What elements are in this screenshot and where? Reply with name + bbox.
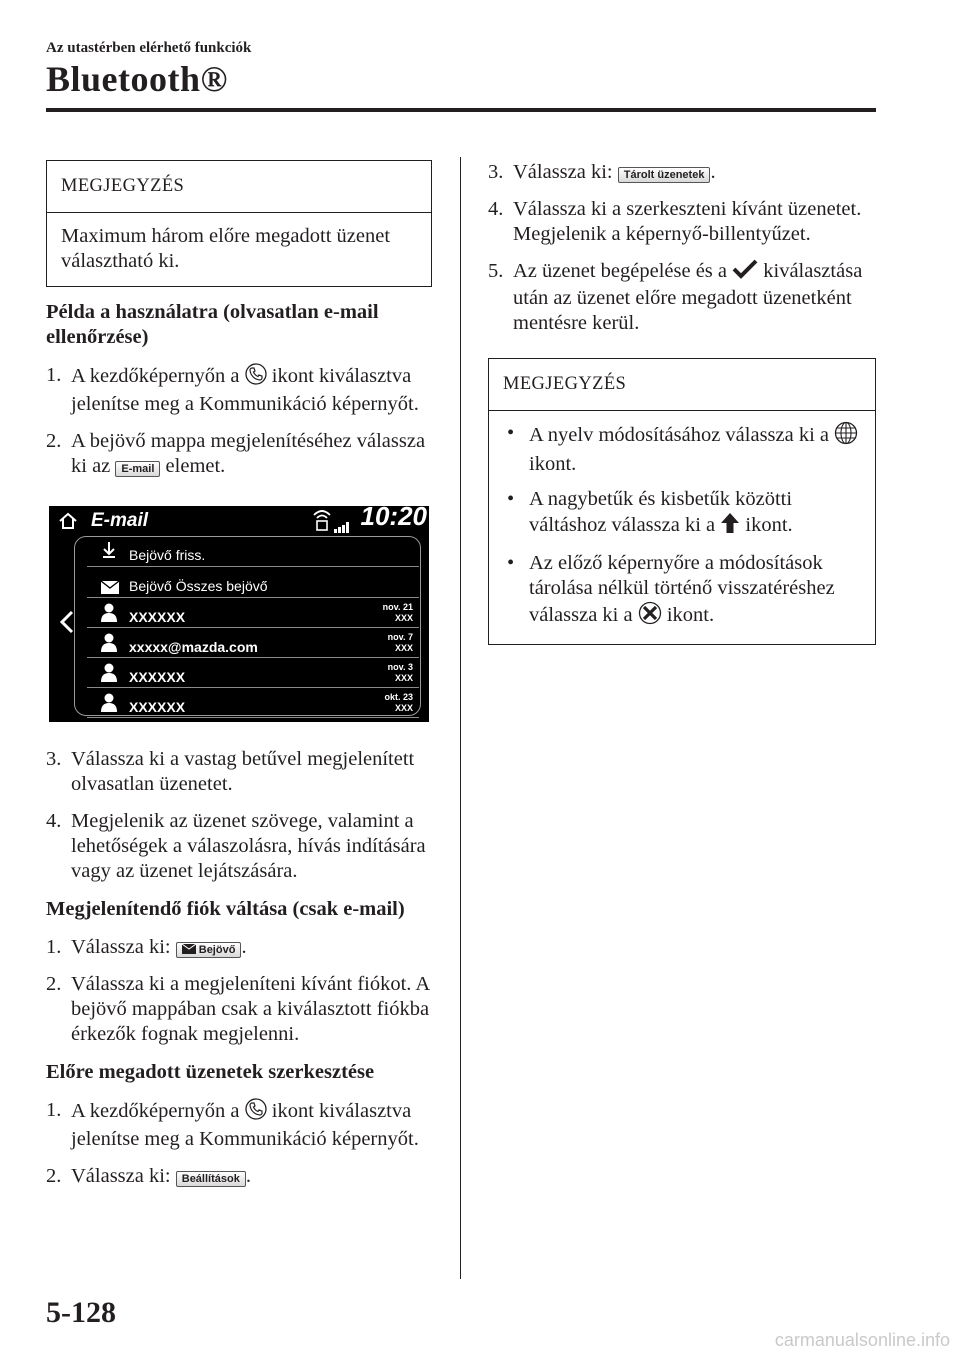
folder-row[interactable] xyxy=(87,536,419,567)
inbox-button[interactable]: Bejövő xyxy=(176,942,242,958)
step-text: Válassza ki a szerkeszteni kívánt üzenetet. Megjelenik a képernyő-billentyűzet. xyxy=(513,198,862,245)
step-number: 5. xyxy=(488,260,504,282)
phone-icon xyxy=(245,363,267,392)
bullet-dot: • xyxy=(507,552,515,574)
back-arrow-icon[interactable] xyxy=(60,610,74,640)
message-date: nov. 3 XXX xyxy=(387,662,413,683)
step-text: A kezdőképernyőn a xyxy=(71,1100,240,1123)
message-date: nov. 21 XXX xyxy=(382,602,413,623)
note-box xyxy=(488,358,876,645)
step-number: 4. xyxy=(46,810,62,832)
step xyxy=(46,747,432,797)
message-date: nov. 7 XXX xyxy=(387,632,413,653)
clock: 10:20 xyxy=(360,506,427,531)
bullet-dot: • xyxy=(507,488,515,510)
folder-row[interactable] xyxy=(87,567,419,598)
phone-icon xyxy=(245,1098,267,1127)
note-bullet xyxy=(503,551,861,632)
person-icon xyxy=(101,602,117,628)
breadcrumb: Az utastérben elérhető funkciók xyxy=(46,40,252,56)
message-sender: xxxxx@mazda.com xyxy=(129,639,258,655)
step xyxy=(46,429,432,479)
page-number: 5-128 xyxy=(46,1296,116,1329)
section-heading: Előre megadott üzenetek szerkesztése xyxy=(46,1061,375,1083)
step-text: . xyxy=(245,1165,251,1187)
step-number: 3. xyxy=(488,161,504,183)
right-column xyxy=(488,160,876,645)
step xyxy=(46,1098,432,1152)
message-row[interactable] xyxy=(87,658,419,688)
note-heading: MEGJEGYZÉS xyxy=(47,161,431,213)
step xyxy=(46,972,432,1047)
section-heading: Megjelenítendő fiók váltása (csak e-mail) xyxy=(46,898,405,920)
step-text: Az üzenet begépelése és a xyxy=(513,260,727,283)
download-icon xyxy=(101,540,117,565)
message-row[interactable] xyxy=(87,598,419,628)
bullet-text: ikont. xyxy=(666,604,715,627)
cancel-icon xyxy=(638,601,662,632)
step xyxy=(46,1164,432,1189)
step-number: 1. xyxy=(46,364,62,386)
settings-button[interactable]: Beállítások xyxy=(176,1171,246,1187)
bullet-dot: • xyxy=(507,422,515,444)
step xyxy=(488,197,876,247)
step-text: Megjelenik az üzenet szövege, valamint a lehetőségek a válaszolásra, hívás indítására vagy az üzenet lejátszására. xyxy=(71,810,426,882)
left-column xyxy=(46,160,432,1201)
bullet-text: ikont. xyxy=(529,453,577,475)
title-rule xyxy=(46,108,876,112)
note-body xyxy=(489,411,875,644)
step-text: kiválasztása után az üzenet előre megadott üzenetként mentésre kerül. xyxy=(513,260,863,334)
message-date: okt. 23 XXX xyxy=(384,692,413,713)
message-sender: XXXXXX xyxy=(129,699,186,715)
screen-title: E-mail xyxy=(91,510,149,531)
step-text: . xyxy=(241,936,247,958)
globe-icon xyxy=(834,421,858,452)
step xyxy=(46,363,432,417)
step xyxy=(488,160,876,185)
step-number: 2. xyxy=(46,1165,62,1187)
step-text: Válassza ki: xyxy=(513,161,613,183)
email-screen xyxy=(49,506,429,722)
step-number: 3. xyxy=(46,748,62,770)
step-text: A kezdőképernyőn a xyxy=(71,365,240,388)
step-text: . xyxy=(710,161,716,183)
column-divider xyxy=(460,157,461,1279)
bullet-text: A nagybetűk és kisbetűk közötti váltáshoz válassza ki a xyxy=(529,488,793,537)
person-icon xyxy=(101,662,117,688)
step-number: 2. xyxy=(46,973,62,995)
step-number: 4. xyxy=(488,198,504,220)
step-number: 1. xyxy=(46,1099,62,1121)
section-heading: Példa a használatra (olvasatlan e-mail ellenőrzése) xyxy=(46,301,379,348)
step-text: Válassza ki a vastag betűvel megjelenített olvasatlan üzenetet. xyxy=(71,748,415,795)
message-sender: XXXXXX xyxy=(129,609,186,625)
message-sender: XXXXXX xyxy=(129,669,186,685)
folder-label: Bejövő friss. xyxy=(129,547,206,563)
checkmark-icon xyxy=(732,259,758,286)
page-title: Bluetooth® xyxy=(46,59,228,99)
shift-arrow-icon xyxy=(720,512,740,541)
step-text: elemet. xyxy=(165,455,226,477)
note-heading: MEGJEGYZÉS xyxy=(489,359,875,411)
mail-icon xyxy=(182,944,196,954)
wifi-icon xyxy=(312,508,332,538)
home-icon[interactable] xyxy=(58,511,78,536)
bullet-text: ikont. xyxy=(745,514,793,537)
note-bullet xyxy=(503,487,861,541)
mail-icon xyxy=(101,575,119,600)
step-text: ikont kiválasztva jelenítse meg a Kommunikáció képernyőt. xyxy=(71,1100,419,1150)
person-icon xyxy=(101,632,117,658)
watermark: carmanualsonline.info xyxy=(774,1330,950,1350)
step-number: 1. xyxy=(46,936,62,958)
step-text: A bejövő mappa megjelenítéséhez válassza ki az xyxy=(71,430,426,477)
step-text: Válassza ki: xyxy=(71,936,171,958)
bullet-text: A nyelv módosításához válassza ki a xyxy=(529,424,830,447)
step-number: 2. xyxy=(46,430,62,452)
note-text: Maximum három előre megadott üzenet választható ki. xyxy=(61,225,391,272)
bullet-text: Az előző képernyőre a módosítások tárolása nélkül történő visszatéréshez válassza ki a xyxy=(529,552,835,627)
message-row[interactable] xyxy=(87,628,419,658)
step xyxy=(46,809,432,884)
step-text: Válassza ki: xyxy=(71,1165,171,1187)
note-bullet xyxy=(503,421,861,477)
note-box xyxy=(46,160,432,287)
step-text: ikont kiválasztva jelenítse meg a Kommunikáció képernyőt. xyxy=(71,365,419,415)
stored-messages-button[interactable]: Tárolt üzenetek xyxy=(618,167,711,183)
folder-label: Bejövő Összes bejövő xyxy=(129,578,268,594)
step-text: Válassza ki a megjeleníteni kívánt fiókot. A bejövő mappában csak a kiválasztott fiókba érkezők fognak megjelenni. xyxy=(71,973,430,1045)
message-row[interactable] xyxy=(87,688,419,718)
person-icon xyxy=(101,692,117,718)
step xyxy=(488,259,876,336)
email-button[interactable]: E-mail xyxy=(115,461,160,477)
step xyxy=(46,935,432,960)
